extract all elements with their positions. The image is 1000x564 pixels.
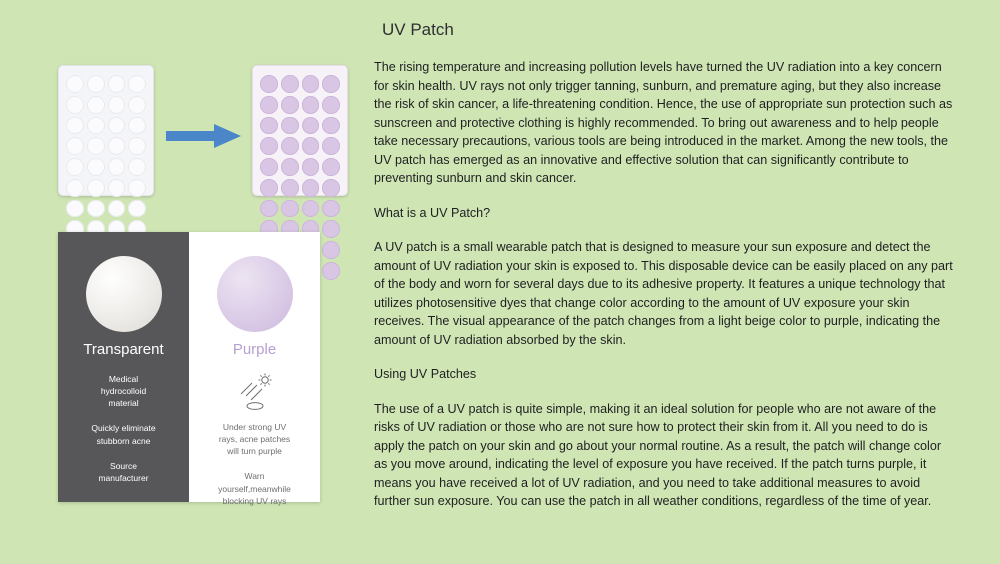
transparent-patch-title: Transparent [83, 341, 164, 358]
patch-dot [260, 75, 278, 93]
patch-dot [108, 96, 126, 114]
patch-dot [322, 117, 340, 135]
patch-dot [66, 96, 84, 114]
patch-dot [281, 117, 299, 135]
patch-dot [128, 158, 146, 176]
patch-dot [128, 179, 146, 197]
patch-dot [66, 75, 84, 93]
product-figure [40, 50, 350, 520]
patch-dot [108, 200, 126, 218]
patch-dot [302, 75, 320, 93]
patch-dot [87, 96, 105, 114]
patch-dot [66, 179, 84, 197]
patch-dot [87, 200, 105, 218]
patch-dot [322, 137, 340, 155]
patch-dot [66, 200, 84, 218]
patch-dot [281, 179, 299, 197]
patch-dot [128, 117, 146, 135]
patch-dot [322, 220, 340, 238]
patch-dot [66, 158, 84, 176]
patch-dot [128, 75, 146, 93]
feature-line: Quickly eliminate stubborn acne [91, 423, 156, 446]
sun-over-patch-icon [228, 373, 282, 413]
patch-dot [260, 117, 278, 135]
patch-dot [322, 200, 340, 218]
transparent-patch-features [58, 373, 189, 485]
heading-what-is-a-uv-patch: What is a UV Patch? [374, 205, 491, 220]
patch-dot [87, 117, 105, 135]
paragraph-intro: The rising temperature and increasing pollution levels have turned the UV radiation into a key concern for skin health. UV rays not only trigger tanning, sunburn, and premature aging, but they also increase the risk of skin cancer, a life-threatening condition. Hence, the use of appropriate sun protection such as sunscreen and protective clothing is highly recommended. To bring out awareness and to help people take necessary precautions, various tools are being introduced in the market. Among the new tools, the UV patch has emerged as an innovative and effective solution that can significantly contribute to preventing sunburn and skin cancer. [374, 60, 953, 185]
patch-tray-comparison [58, 65, 348, 210]
purple-patch-title: Purple [232, 341, 277, 358]
patch-dot [302, 137, 320, 155]
patch-dot [302, 158, 320, 176]
patch-dot [260, 200, 278, 218]
patch-dot [108, 179, 126, 197]
patch-dot [302, 96, 320, 114]
purple-patch-features [189, 421, 320, 508]
patch-dot [260, 158, 278, 176]
patch-dot [87, 75, 105, 93]
patch-dot [108, 158, 126, 176]
patch-dot [87, 137, 105, 155]
feature-line: Under strong UV rays, acne patches will turn purple [218, 421, 291, 457]
patch-dot [66, 137, 84, 155]
patch-dot [322, 241, 340, 259]
patch-dot [281, 137, 299, 155]
feature-line: Source manufacturer [98, 461, 149, 484]
article-body [374, 20, 954, 527]
paragraph-definition: A UV patch is a small wearable patch that is designed to measure your sun exposure and detect the amount of UV radiation your skin is exposed to. This disposable device can be easily placed on any part of the body and worn for several days due to its adhesive property. It features a unique technology that utilizes photosensitive dyes that change color according to the amount of UV exposure your skin receives. The visual appearance of the patch changes from a light beige color to purple, indicating the amount of UV radiation absorbed by the skin. [374, 240, 953, 347]
patch-dot [281, 75, 299, 93]
purple-patch-panel [189, 232, 320, 507]
purple-patch-swatch [217, 256, 293, 332]
page-title: UV Patch [382, 20, 454, 39]
patch-dot [260, 179, 278, 197]
patch-dot [66, 117, 84, 135]
patch-dot [87, 179, 105, 197]
right-arrow-icon [166, 123, 242, 149]
feature-line: Warn yourself,meanwhile blocking UV rays [218, 471, 291, 507]
patch-dot [281, 96, 299, 114]
patch-dot [302, 179, 320, 197]
patch-dot [260, 137, 278, 155]
purple-patch-tray [252, 65, 348, 196]
patch-dot [87, 158, 105, 176]
patch-info-panels [58, 232, 320, 507]
patch-dot [128, 96, 146, 114]
patch-dot [302, 200, 320, 218]
patch-dot [281, 200, 299, 218]
heading-using-uv-patches: Using UV Patches [374, 367, 477, 381]
patch-dot [322, 158, 340, 176]
patch-dot [260, 96, 278, 114]
feature-line: Medical hydrocolloid material [100, 373, 147, 409]
paragraph-usage: The use of a UV patch is quite simple, making it an ideal solution for people who are not aware of the risks of UV radiation or those who are not sure how to protect their skin from it. All you need to do is apply the patch on your skin and go about your normal routine. As a result, the patch will change color as you move around, indicating the level of exposure you have received. If the patch turns purple, it means you have received a lot of UV radiation, and you need to take additional measures to avoid further sun exposure. You can use the patch in all weather conditions, regardless of the time of year. [374, 401, 942, 508]
patch-dot [108, 137, 126, 155]
patch-dot [281, 158, 299, 176]
patch-dot [302, 117, 320, 135]
patch-dot [128, 137, 146, 155]
transparent-patch-tray [58, 65, 154, 196]
patch-dot [128, 200, 146, 218]
transparent-patch-swatch [86, 256, 162, 332]
patch-dot [108, 117, 126, 135]
patch-dot [322, 75, 340, 93]
patch-dot [322, 262, 340, 280]
patch-dot [108, 75, 126, 93]
patch-dot [322, 179, 340, 197]
transparent-patch-panel [58, 232, 189, 502]
patch-dot [322, 96, 340, 114]
